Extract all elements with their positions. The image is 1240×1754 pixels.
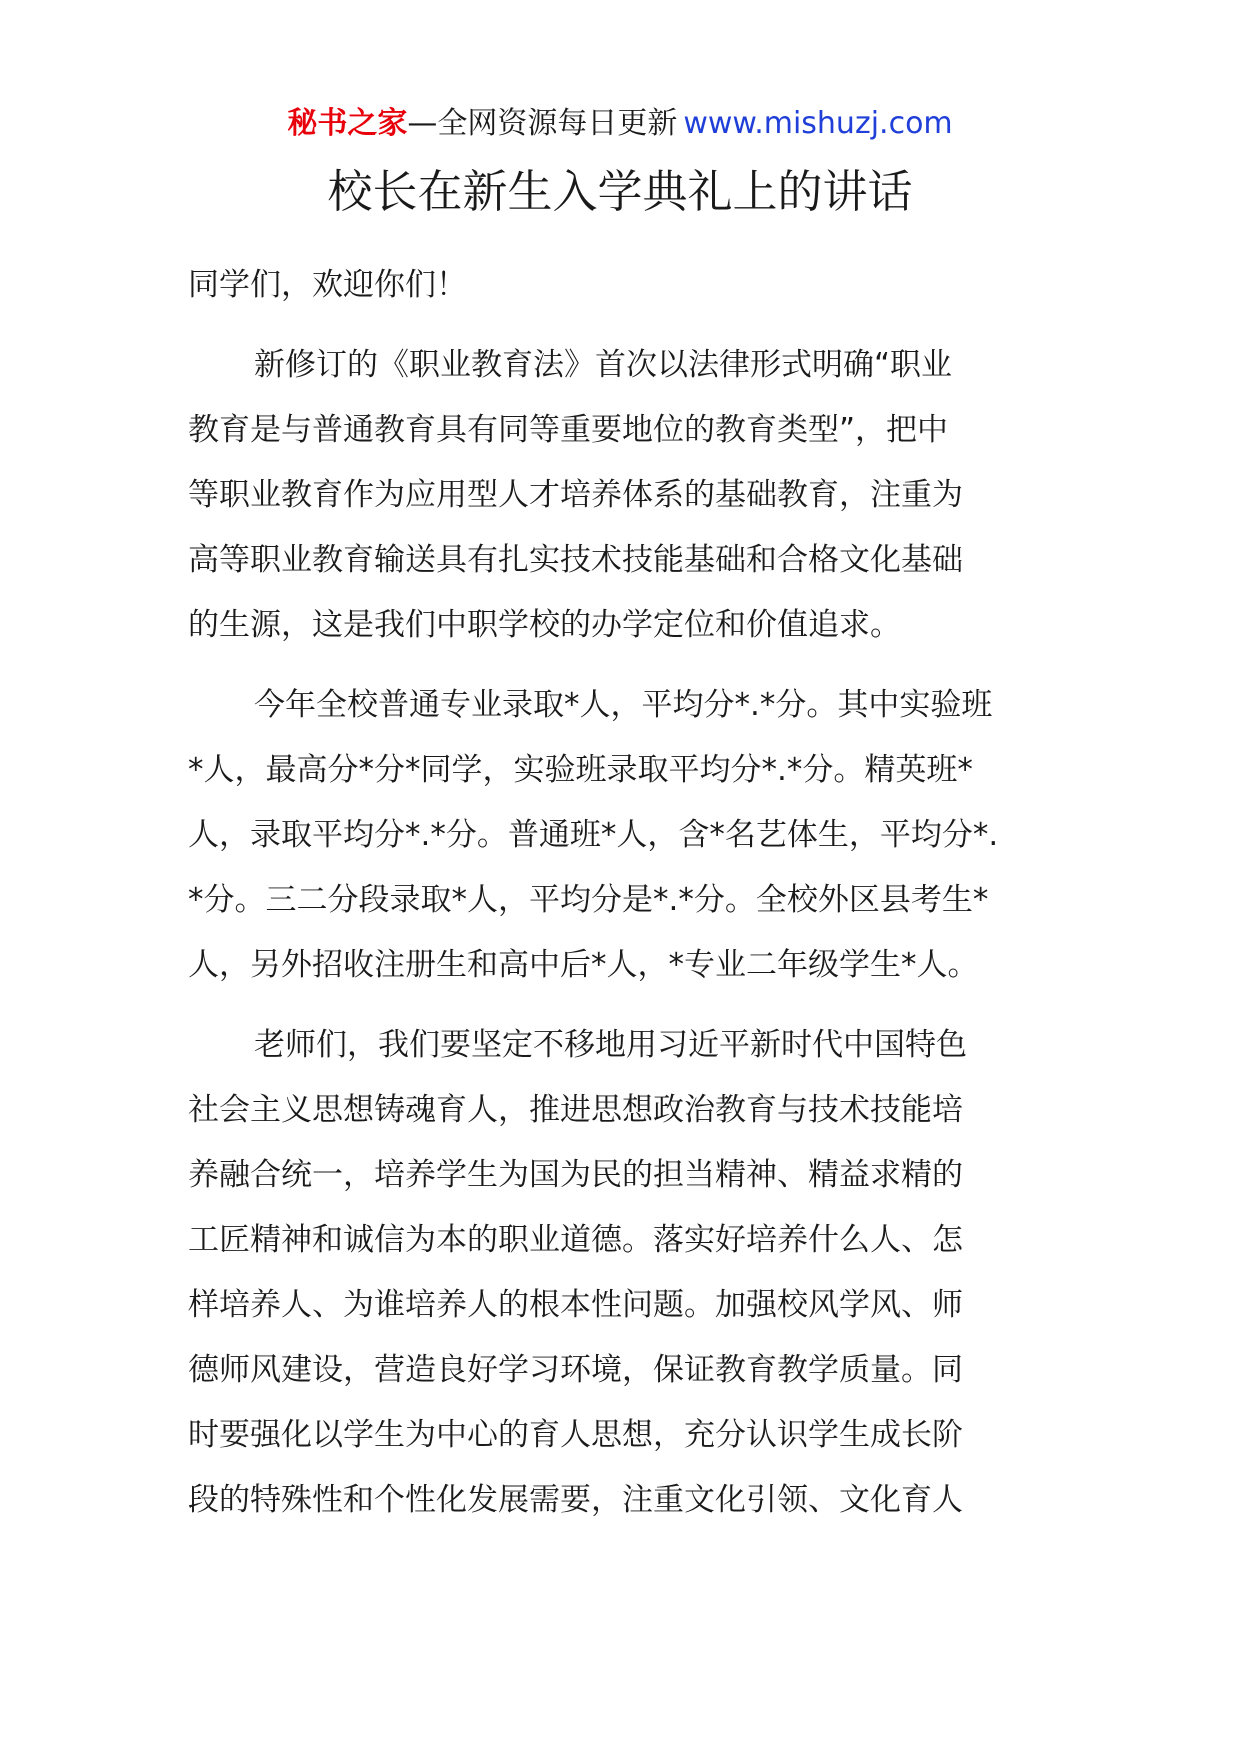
text-line: 德师风建设，营造良好学习环境，保证教育教学质量。同 xyxy=(188,1352,963,1388)
site-url: www.mishuzj.com xyxy=(683,106,953,141)
text-line: 时要强化以学生为中心的育人思想，充分认识学生成长阶 xyxy=(188,1417,963,1453)
text-line: 人，另外招收注册生和高中后*人，*专业二年级学生*人。 xyxy=(188,947,979,983)
paragraph-1 xyxy=(188,333,1052,658)
brand-name: 秘书之家 xyxy=(287,106,408,141)
document-body xyxy=(188,253,1052,1548)
text-line: 养融合统一，培养学生为国为民的担当精神、精益求精的 xyxy=(188,1157,963,1193)
text-line: 社会主义思想铸魂育人，推进思想政治教育与技术技能培 xyxy=(188,1092,963,1128)
text-line: 今年全校普通专业录取*人，平均分*.*分。其中实验班 xyxy=(254,687,993,723)
text-line: 新修订的《职业教育法》首次以法律形式明确“职业 xyxy=(254,347,953,383)
text-line: *分。三二分段录取*人，平均分是*.*分。全校外区县考生* xyxy=(188,882,989,918)
text-line: 的生源，这是我们中职学校的办学定位和价值追求。 xyxy=(188,607,901,643)
text-line: 等职业教育作为应用型人才培养体系的基础教育，注重为 xyxy=(188,477,963,513)
text-line: *人，最高分*分*同学，实验班录取平均分*.*分。精英班* xyxy=(188,752,973,788)
paragraph-3 xyxy=(188,1013,1052,1533)
text-line: 工匠精神和诚信为本的职业道德。落实好培养什么人、怎 xyxy=(188,1222,963,1258)
text-line: 样培养人、为谁培养人的根本性问题。加强校风学风、师 xyxy=(188,1287,963,1323)
header-tagline: —全网资源每日更新 xyxy=(407,106,678,141)
paragraph-2 xyxy=(188,673,1052,998)
greeting: 同学们，欢迎你们！ xyxy=(188,267,467,303)
site-header xyxy=(0,102,1240,146)
document-title: 校长在新生入学典礼上的讲话 xyxy=(327,165,913,218)
text-line: 段的特殊性和个性化发展需要，注重文化引领、文化育人 xyxy=(188,1482,963,1518)
text-line: 高等职业教育输送具有扎实技术技能基础和合格文化基础 xyxy=(188,542,963,578)
text-line: 人，录取平均分*.*分。普通班*人，含*名艺体生，平均分*. xyxy=(188,817,999,853)
text-line: 老师们，我们要坚定不移地用习近平新时代中国特色 xyxy=(254,1027,967,1063)
text-line: 教育是与普通教育具有同等重要地位的教育类型”，把中 xyxy=(188,412,949,448)
